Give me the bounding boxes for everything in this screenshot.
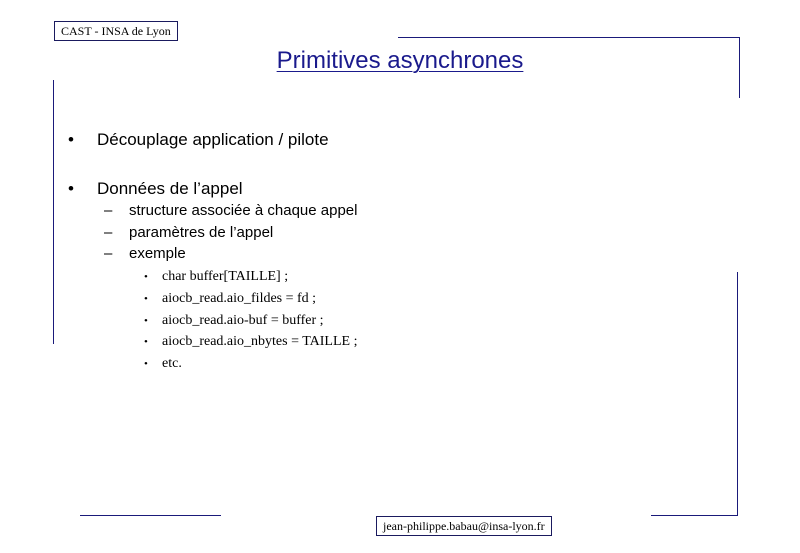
list-item-text: Découplage application / pilote bbox=[97, 130, 329, 149]
code-list-item-text: char buffer[TAILLE] ; bbox=[162, 269, 289, 284]
code-list-item-text: aiocb_read.aio_nbytes = TAILLE ; bbox=[162, 334, 358, 349]
slide-title: Primitives asynchrones bbox=[276, 47, 524, 74]
frame-top-line bbox=[398, 37, 740, 38]
bullet-icon: • bbox=[144, 293, 148, 305]
dash-icon: – bbox=[104, 224, 113, 241]
frame-right-lower-line bbox=[737, 272, 738, 516]
bullet-icon: • bbox=[68, 179, 74, 198]
bullet-icon: • bbox=[144, 336, 148, 348]
code-list-item-text: aiocb_read.aio_fildes = fd ; bbox=[162, 291, 317, 306]
bullet-icon: • bbox=[144, 315, 148, 327]
header-badge: CAST - INSA de Lyon bbox=[54, 21, 178, 41]
frame-bottom-right-line bbox=[651, 515, 738, 516]
dash-icon: – bbox=[104, 245, 113, 262]
list-item-text: Données de l’appel bbox=[97, 179, 243, 198]
frame-bottom-left-line bbox=[80, 515, 221, 516]
bullet-icon: • bbox=[68, 130, 74, 149]
bullet-icon: • bbox=[144, 358, 148, 370]
code-list-item-text: aiocb_read.aio-buf = buffer ; bbox=[162, 313, 324, 328]
sub-list-item-text: paramètres de l’appel bbox=[129, 224, 274, 241]
dash-icon: – bbox=[104, 202, 113, 219]
sub-list-item-text: structure associée à chaque appel bbox=[129, 202, 358, 219]
frame-left-line bbox=[53, 80, 54, 344]
code-list-item-text: etc. bbox=[162, 356, 182, 371]
footer-email: jean-philippe.babau@insa-lyon.fr bbox=[376, 516, 552, 536]
sub-list-item-text: exemple bbox=[129, 245, 186, 262]
bullet-icon: • bbox=[144, 271, 148, 283]
